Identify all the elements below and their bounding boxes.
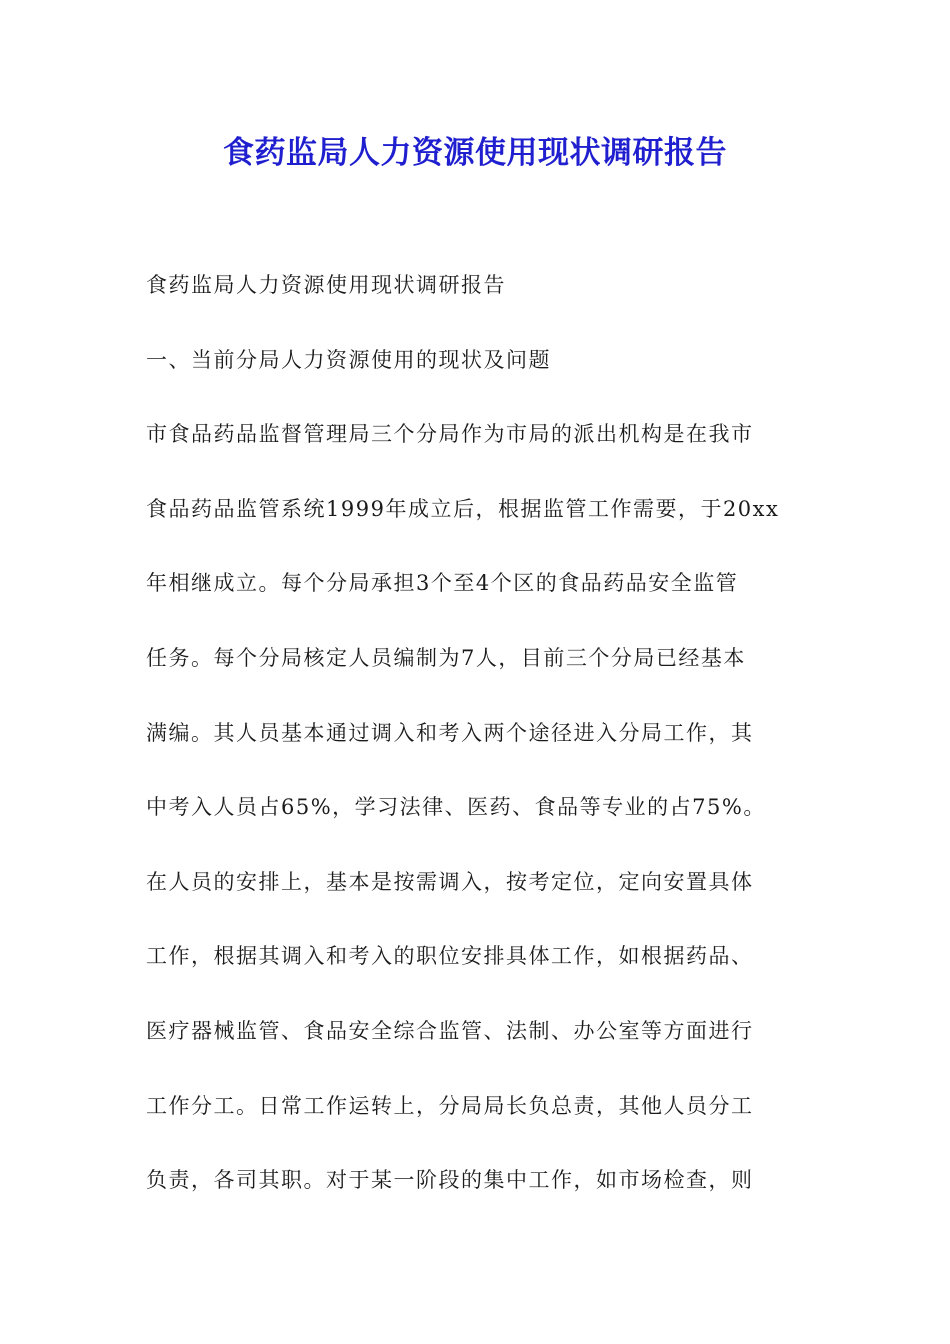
text-line: 中考入人员占65%，学习法律、医药、食品等专业的占75%。: [146, 795, 766, 820]
text-line: 工作分工。日常工作运转上，分局局长负总责，其他人员分工: [146, 1093, 754, 1118]
text-line: 市食品药品监督管理局三个分局作为市局的派出机构是在我市: [146, 422, 754, 447]
text-line: 在人员的安排上，基本是按需调入，按考定位，定向安置具体: [146, 869, 754, 894]
text-line: 医疗器械监管、食品安全综合监管、法制、办公室等方面进行: [146, 1018, 754, 1043]
text-line: 工作，根据其调入和考入的职位安排具体工作，如根据药品、: [146, 944, 754, 969]
text-line: 食药监局人力资源使用现状调研报告: [146, 273, 506, 297]
text-line: 任务。每个分局核定人员编制为7人，目前三个分局已经基本: [146, 645, 746, 670]
section-heading: 一、当前分局人力资源使用的现状及问题: [146, 347, 551, 372]
text-line: 满编。其人员基本通过调入和考入两个途径进入分局工作，其: [146, 720, 754, 745]
document-body: [146, 259, 808, 1229]
text-line: 年相继成立。每个分局承担3个至4个区的食品药品安全监管: [146, 571, 739, 596]
document-title: 食药监局人力资源使用现状调研报告: [223, 135, 727, 171]
text-line: 食品药品监管系统1999年成立后，根据监管工作需要，于20xx: [146, 496, 780, 521]
text-line: 负责，各司其职。对于某一阶段的集中工作，如市场检查，则: [146, 1168, 754, 1193]
